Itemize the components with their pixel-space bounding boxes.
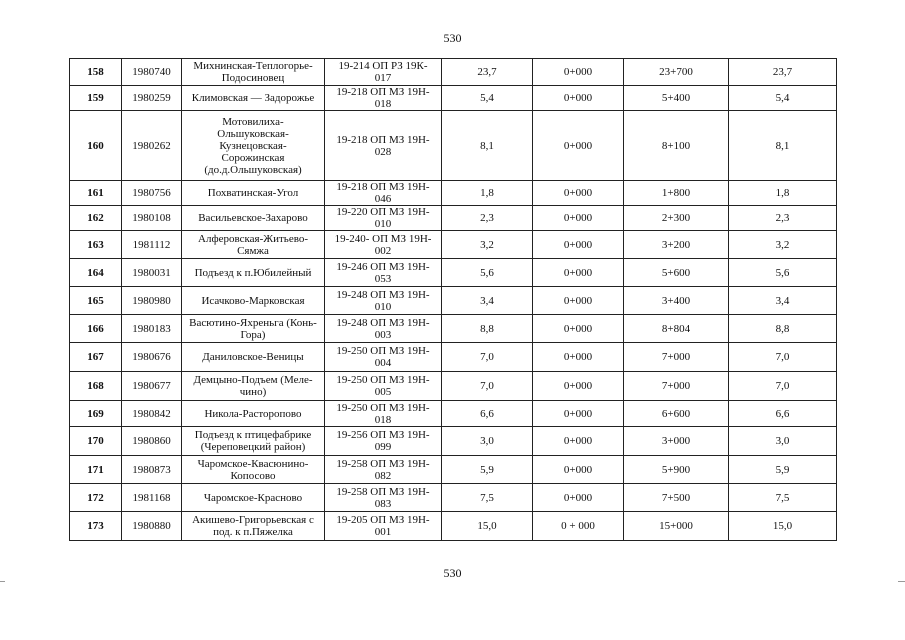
- total-length-cell: 5,9: [729, 456, 837, 484]
- table-row: [70, 401, 837, 427]
- start-km-cell: 0+000: [533, 259, 624, 287]
- end-km-cell: 8+100: [624, 111, 729, 181]
- road-code-cell: 19-218 ОП МЗ 19Н- 018: [325, 86, 442, 111]
- road-length-cell: 8,1: [442, 111, 533, 181]
- start-km-cell: 0+000: [533, 427, 624, 456]
- start-km-cell: 0 + 000: [533, 512, 624, 541]
- start-km-cell: 0+000: [533, 59, 624, 86]
- total-length-cell: 7,0: [729, 372, 837, 401]
- road-name-cell: Мотовилиха- Ольшуковская- Кузнецовская- Сорожинская (до.д.Ольшуковская): [182, 111, 325, 181]
- total-length-cell: 8,1: [729, 111, 837, 181]
- road-length-cell: 1,8: [442, 181, 533, 206]
- road-id-cell: 1980756: [122, 181, 182, 206]
- row-number-cell: 164: [70, 259, 122, 287]
- total-length-cell: 23,7: [729, 59, 837, 86]
- end-km-cell: 15+000: [624, 512, 729, 541]
- road-length-cell: 7,5: [442, 484, 533, 512]
- road-length-cell: 5,9: [442, 456, 533, 484]
- start-km-cell: 0+000: [533, 206, 624, 231]
- road-name-cell: Васильевское-Захарово: [182, 206, 325, 231]
- end-km-cell: 2+300: [624, 206, 729, 231]
- total-length-cell: 5,4: [729, 86, 837, 111]
- end-km-cell: 1+800: [624, 181, 729, 206]
- total-length-cell: 15,0: [729, 512, 837, 541]
- road-code-cell: 19-250 ОП МЗ 19Н- 004: [325, 343, 442, 372]
- end-km-cell: 3+400: [624, 287, 729, 315]
- road-name-cell: Алферовская-Житьево- Сямжа: [182, 231, 325, 259]
- page-number-bottom: 530: [443, 566, 462, 580]
- road-id-cell: 1980860: [122, 427, 182, 456]
- road-code-cell: 19-250 ОП МЗ 19Н- 005: [325, 372, 442, 401]
- road-name-cell: Похватинская-Угол: [182, 181, 325, 206]
- road-length-cell: 5,4: [442, 86, 533, 111]
- road-code-cell: 19-218 ОП МЗ 19Н- 028: [325, 111, 442, 181]
- total-length-cell: 3,2: [729, 231, 837, 259]
- end-km-cell: 7+000: [624, 343, 729, 372]
- scan-edge-mark-left: [0, 581, 5, 582]
- row-number-cell: 166: [70, 315, 122, 343]
- end-km-cell: 6+600: [624, 401, 729, 427]
- end-km-cell: 5+600: [624, 259, 729, 287]
- road-id-cell: 1980031: [122, 259, 182, 287]
- total-length-cell: 3,0: [729, 427, 837, 456]
- road-id-cell: 1981168: [122, 484, 182, 512]
- road-name-cell: Подъезд к птицефабрике (Череповецкий район): [182, 427, 325, 456]
- table-row: [70, 231, 837, 259]
- road-code-cell: 19-214 ОП РЗ 19К- 017: [325, 59, 442, 86]
- row-number-cell: 168: [70, 372, 122, 401]
- road-code-cell: 19-248 ОП МЗ 19Н- 010: [325, 287, 442, 315]
- road-name-cell: Михнинская-Теплогорье- Подосиновец: [182, 59, 325, 86]
- end-km-cell: 5+400: [624, 86, 729, 111]
- table-row: [70, 111, 837, 181]
- road-length-cell: 2,3: [442, 206, 533, 231]
- start-km-cell: 0+000: [533, 372, 624, 401]
- road-name-cell: Демцыно-Подъем (Меле- чино): [182, 372, 325, 401]
- table-row: [70, 372, 837, 401]
- row-number-cell: 158: [70, 59, 122, 86]
- road-length-cell: 8,8: [442, 315, 533, 343]
- row-number-cell: 172: [70, 484, 122, 512]
- road-name-cell: Климовская — Задорожье: [182, 86, 325, 111]
- road-id-cell: 1980740: [122, 59, 182, 86]
- road-name-cell: Чаромское-Квасюнино- Копосово: [182, 456, 325, 484]
- row-number-cell: 169: [70, 401, 122, 427]
- total-length-cell: 7,5: [729, 484, 837, 512]
- total-length-cell: 1,8: [729, 181, 837, 206]
- table-row: [70, 315, 837, 343]
- road-code-cell: 19-250 ОП МЗ 19Н- 018: [325, 401, 442, 427]
- road-id-cell: 1980262: [122, 111, 182, 181]
- road-length-cell: 3,0: [442, 427, 533, 456]
- total-length-cell: 6,6: [729, 401, 837, 427]
- road-code-cell: 19-218 ОП МЗ 19Н- 046: [325, 181, 442, 206]
- row-number-cell: 171: [70, 456, 122, 484]
- total-length-cell: 8,8: [729, 315, 837, 343]
- road-id-cell: 1980183: [122, 315, 182, 343]
- start-km-cell: 0+000: [533, 287, 624, 315]
- road-code-cell: 19-246 ОП МЗ 19Н- 053: [325, 259, 442, 287]
- road-id-cell: 1980677: [122, 372, 182, 401]
- road-code-cell: 19-220 ОП МЗ 19Н- 010: [325, 206, 442, 231]
- end-km-cell: 7+500: [624, 484, 729, 512]
- table-row: [70, 343, 837, 372]
- road-code-cell: 19-256 ОП МЗ 19Н- 099: [325, 427, 442, 456]
- road-code-cell: 19-240- ОП МЗ 19Н- 002: [325, 231, 442, 259]
- road-length-cell: 6,6: [442, 401, 533, 427]
- road-name-cell: Исачково-Марковская: [182, 287, 325, 315]
- row-number-cell: 167: [70, 343, 122, 372]
- road-code-cell: 19-258 ОП МЗ 19Н- 083: [325, 484, 442, 512]
- end-km-cell: 3+200: [624, 231, 729, 259]
- end-km-cell: 23+700: [624, 59, 729, 86]
- total-length-cell: 5,6: [729, 259, 837, 287]
- row-number-cell: 159: [70, 86, 122, 111]
- end-km-cell: 7+000: [624, 372, 729, 401]
- total-length-cell: 7,0: [729, 343, 837, 372]
- total-length-cell: 2,3: [729, 206, 837, 231]
- road-id-cell: 1980842: [122, 401, 182, 427]
- road-name-cell: Акишево-Григорьевская с под. к п.Пяжелка: [182, 512, 325, 541]
- start-km-cell: 0+000: [533, 401, 624, 427]
- table-row: [70, 259, 837, 287]
- table-row: [70, 484, 837, 512]
- table-row: [70, 456, 837, 484]
- row-number-cell: 161: [70, 181, 122, 206]
- row-number-cell: 170: [70, 427, 122, 456]
- end-km-cell: 8+804: [624, 315, 729, 343]
- table-row: [70, 512, 837, 541]
- road-code-cell: 19-248 ОП МЗ 19Н- 003: [325, 315, 442, 343]
- table-row: [70, 427, 837, 456]
- road-name-cell: Подъезд к п.Юбилейный: [182, 259, 325, 287]
- start-km-cell: 0+000: [533, 484, 624, 512]
- start-km-cell: 0+000: [533, 181, 624, 206]
- end-km-cell: 5+900: [624, 456, 729, 484]
- start-km-cell: 0+000: [533, 86, 624, 111]
- roads-table-body: [70, 59, 837, 541]
- road-id-cell: 1980880: [122, 512, 182, 541]
- scan-edge-mark-right: [898, 581, 905, 582]
- road-code-cell: 19-258 ОП МЗ 19Н- 082: [325, 456, 442, 484]
- page-number-top: 530: [443, 31, 462, 45]
- road-id-cell: 1980980: [122, 287, 182, 315]
- road-length-cell: 7,0: [442, 372, 533, 401]
- road-id-cell: 1980873: [122, 456, 182, 484]
- total-length-cell: 3,4: [729, 287, 837, 315]
- table-row: [70, 59, 837, 86]
- road-code-cell: 19-205 ОП МЗ 19Н- 001: [325, 512, 442, 541]
- row-number-cell: 163: [70, 231, 122, 259]
- road-id-cell: 1981112: [122, 231, 182, 259]
- road-length-cell: 5,6: [442, 259, 533, 287]
- road-length-cell: 23,7: [442, 59, 533, 86]
- end-km-cell: 3+000: [624, 427, 729, 456]
- road-id-cell: 1980108: [122, 206, 182, 231]
- start-km-cell: 0+000: [533, 111, 624, 181]
- table-row: [70, 86, 837, 111]
- road-length-cell: 3,4: [442, 287, 533, 315]
- road-length-cell: 3,2: [442, 231, 533, 259]
- table-row: [70, 181, 837, 206]
- start-km-cell: 0+000: [533, 343, 624, 372]
- start-km-cell: 0+000: [533, 315, 624, 343]
- row-number-cell: 160: [70, 111, 122, 181]
- row-number-cell: 165: [70, 287, 122, 315]
- road-name-cell: Васютино-Яхреньга (Конь- Гора): [182, 315, 325, 343]
- table-row: [70, 206, 837, 231]
- road-id-cell: 1980676: [122, 343, 182, 372]
- row-number-cell: 162: [70, 206, 122, 231]
- road-name-cell: Чаромское-Красново: [182, 484, 325, 512]
- roads-table: [69, 58, 837, 541]
- start-km-cell: 0+000: [533, 231, 624, 259]
- road-id-cell: 1980259: [122, 86, 182, 111]
- row-number-cell: 173: [70, 512, 122, 541]
- table-row: [70, 287, 837, 315]
- road-name-cell: Никола-Расторопово: [182, 401, 325, 427]
- road-length-cell: 15,0: [442, 512, 533, 541]
- start-km-cell: 0+000: [533, 456, 624, 484]
- road-length-cell: 7,0: [442, 343, 533, 372]
- road-name-cell: Даниловское-Веницы: [182, 343, 325, 372]
